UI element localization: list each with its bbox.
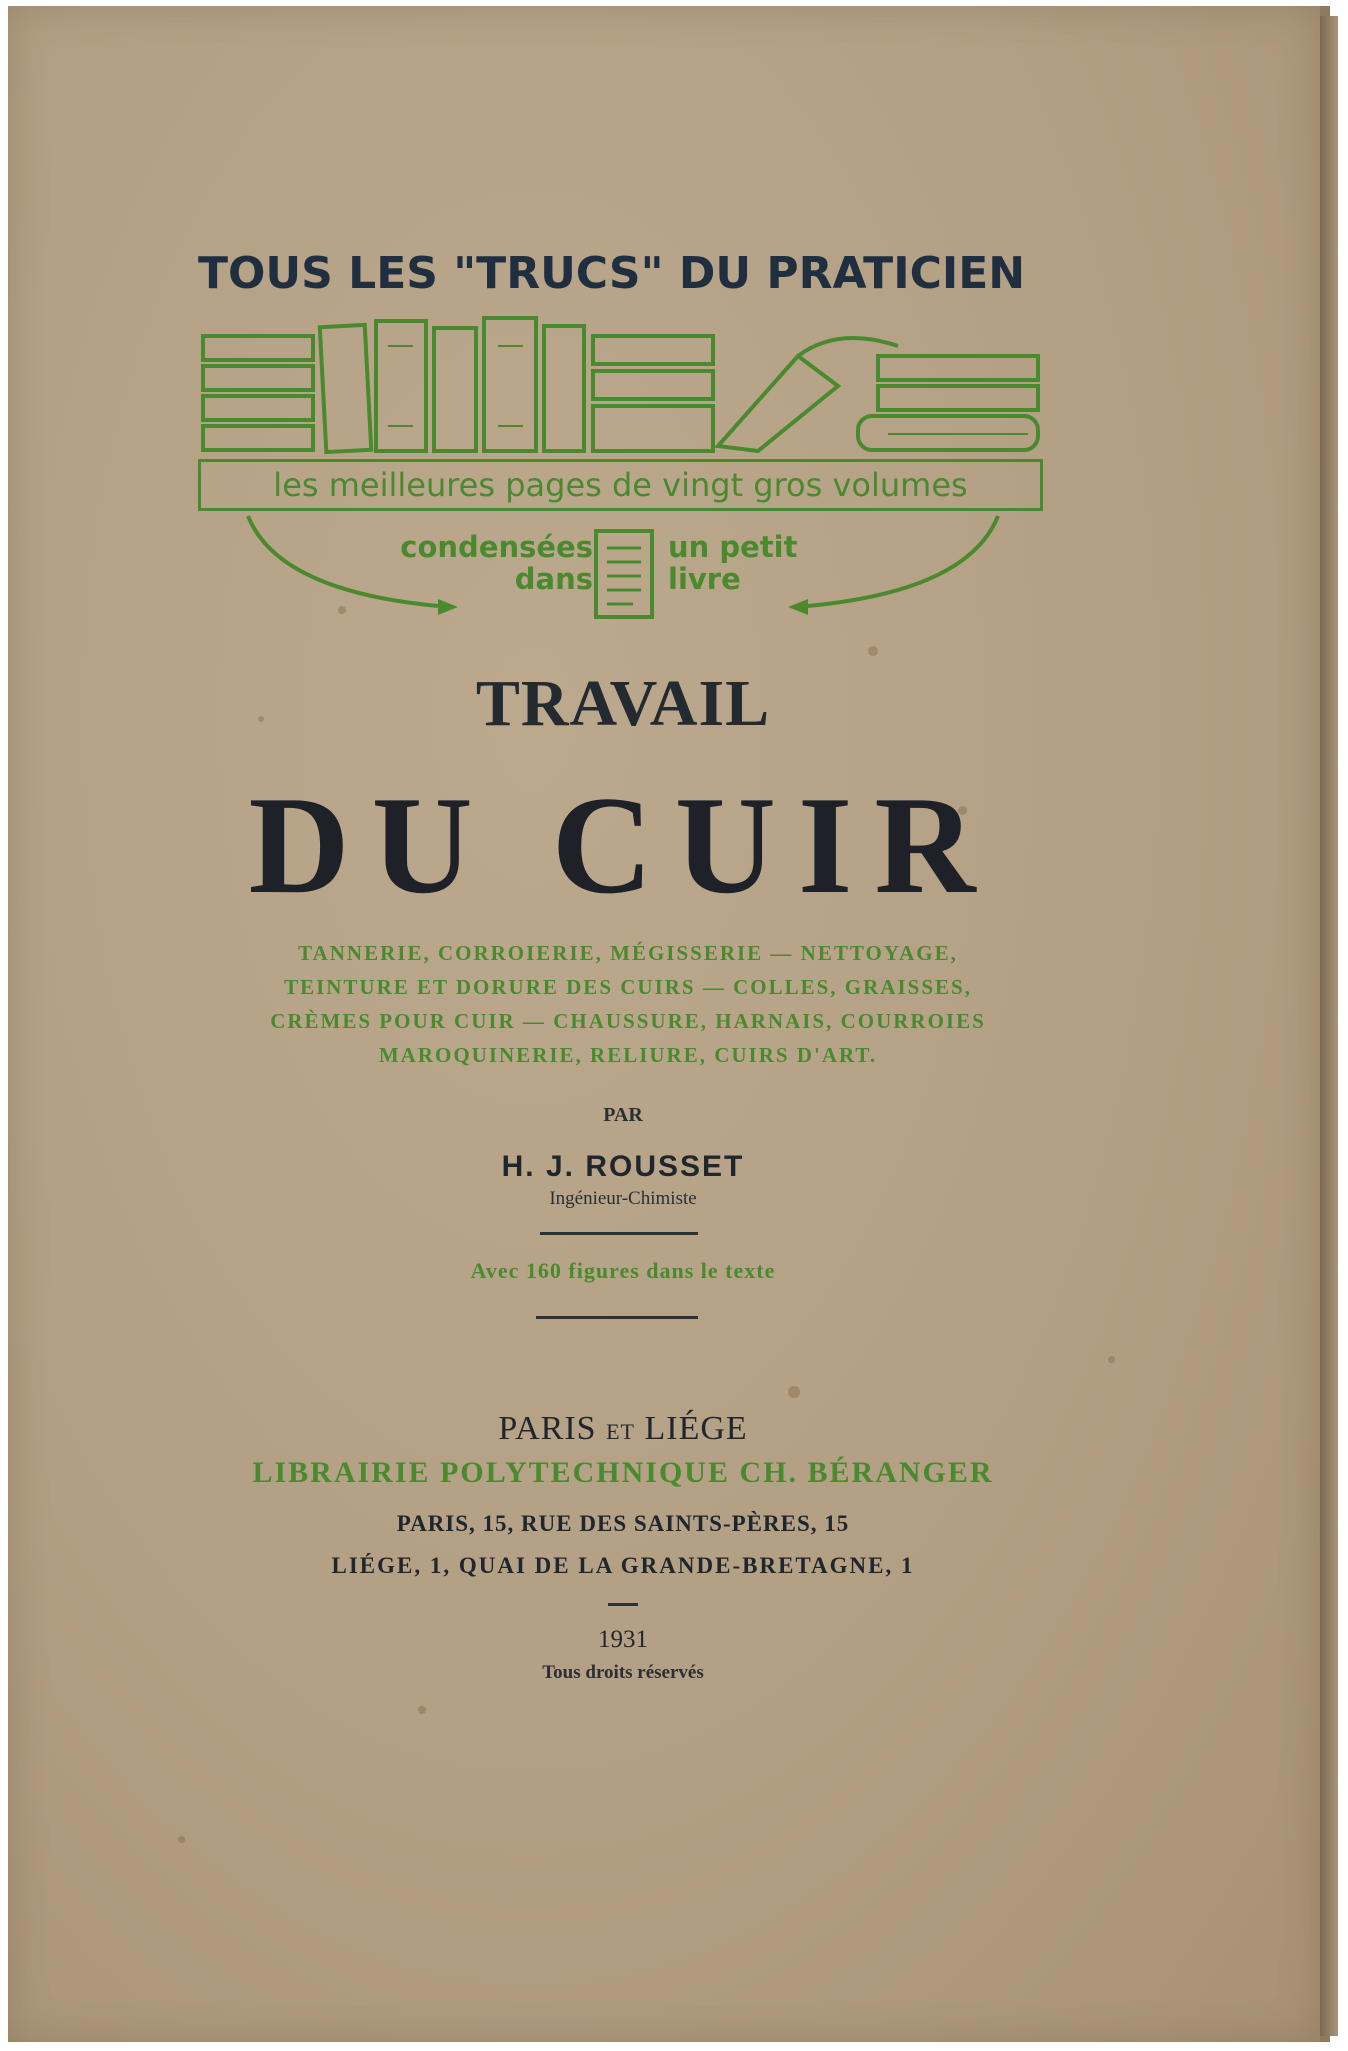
condensed-word: condensées [400, 530, 593, 564]
page-edge [1320, 16, 1338, 2036]
city-paris: PARIS [498, 1410, 597, 1447]
rights-notice: Tous droits réservés [542, 1662, 704, 1683]
series-header: TOUS LES "TRUCS" DU PRATICIEN [198, 248, 1026, 299]
subjects-line: MAROQUINERIE, RELIURE, CUIRS D'ART. [378, 1043, 878, 1067]
subjects-list [228, 936, 1028, 1072]
divider-rule [536, 1316, 698, 1319]
conjunction: ET [606, 1419, 635, 1444]
condensed-caption-right [668, 531, 868, 595]
address-paris: PARIS, 15, RUE DES SAINTS-PÈRES, 15 [396, 1511, 850, 1536]
condensed-caption-left [393, 531, 593, 595]
figures-note: Avec 160 figures dans le texte [470, 1258, 776, 1283]
city-liege: LIÉGE [644, 1410, 748, 1447]
address-liege: LIÉGE, 1, QUAI DE LA GRANDE-BRETAGNE, 1 [331, 1553, 915, 1578]
publication-year: 1931 [598, 1626, 648, 1653]
paper-speck [788, 1386, 800, 1398]
author-title: Ingénieur-Chimiste [549, 1188, 697, 1209]
by-label: PAR [603, 1104, 643, 1126]
paper-speck [178, 1836, 185, 1843]
short-dash [608, 1603, 638, 1606]
divider-rule [540, 1232, 698, 1235]
dans-word: dans [514, 562, 593, 596]
paper-speck [418, 1706, 426, 1714]
subjects-line: TANNERIE, CORROIERIE, MÉGISSERIE — NETTOYAGE, [298, 941, 958, 965]
book-cover [8, 6, 1330, 2042]
small-book-icon [593, 528, 655, 620]
publisher-name: LIBRAIRIE POLYTECHNIQUE CH. BÉRANGER [252, 1456, 994, 1489]
subjects-line: TEINTURE ET DORURE DES CUIRS — COLLES, GRAISSES, [284, 975, 972, 999]
paper-speck [868, 646, 878, 656]
paper-speck [1108, 1356, 1115, 1363]
livre-word: livre [668, 562, 741, 596]
author-name: H. J. ROUSSET [501, 1150, 745, 1183]
petit-word: un petit [668, 530, 798, 564]
subjects-line: CRÈMES POUR CUIR — CHAUSSURE, HARNAIS, COURROIES [270, 1009, 986, 1033]
title-line-1: TRAVAIL [475, 667, 771, 740]
publication-places [8, 1410, 1238, 1448]
books-illustration [198, 316, 1048, 466]
title-line-2: DU CUIR [248, 768, 998, 923]
series-banner: les meilleures pages de vingt gros volumes [198, 459, 1043, 511]
